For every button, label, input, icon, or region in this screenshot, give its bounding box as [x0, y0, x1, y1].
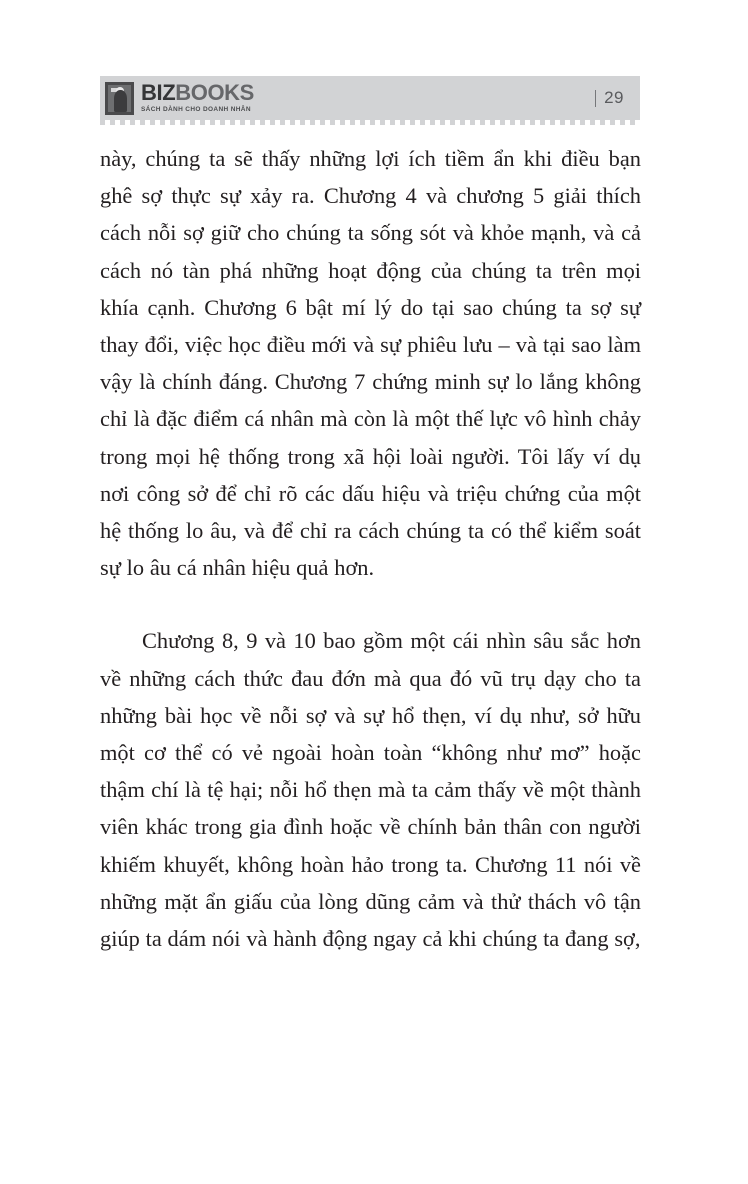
paragraph-2: Chương 8, 9 và 10 bao gồm một cái nhìn sâu sắc hơn về những cách thức đau đớn mà qua đó vũ trụ dạy cho ta những bài học về nỗi sợ và sự hổ thẹn, ví dụ như, sở hữu một cơ thể có vẻ ngoài hoàn toàn “không như mơ” hoặc thậm chí là tệ hại; nỗi hổ thẹn mà ta cảm thấy về một thành viên khác trong gia đình hoặc về chính bản thân con người khiếm khuyết, không hoàn hảo trong ta. Chương 11 nói về những mặt ẩn giấu của lòng dũng cảm và thử thách vô tận giúp ta dám nói và hành động ngay cả khi chúng ta đang sợ, [100, 628, 641, 952]
bizbooks-book-logo-icon [105, 82, 134, 115]
page-header-band [100, 76, 640, 120]
bizbooks-logo [100, 76, 254, 120]
page-number-divider [595, 90, 596, 107]
logo-figure-body [114, 90, 127, 111]
logo-name-books: BOOKS [175, 80, 254, 105]
page-body [100, 140, 641, 957]
logo-wordmark [141, 82, 254, 114]
logo-name-biz: BIZ [141, 80, 176, 105]
page-number-group [595, 88, 640, 108]
logo-inner-panel [108, 85, 131, 112]
logo-tagline: SÁCH DÀNH CHO DOANH NHÂN [141, 106, 251, 113]
page-number: 29 [604, 88, 624, 107]
paragraph-1: này, chúng ta sẽ thấy những lợi ích tiềm ẩn khi điều bạn ghê sợ thực sự xảy ra. Chương 4 và chương 5 giải thích cách nỗi sợ giữ cho chúng ta sống sót và khỏe mạnh, và cả cách nó tàn phá những hoạt động của chúng ta trên mọi khía cạnh. Chương 6 bật mí lý do tại sao chúng ta sợ sự thay đổi, việc học điều mới và sự phiêu lưu – và tại sao làm vậy là chính đáng. Chương 7 chứng minh sự lo lắng không chỉ là đặc điểm cá nhân mà còn là một thế lực vô hình chảy trong mọi hệ thống trong xã hội loài người. Tôi lấy ví dụ nơi công sở để chỉ rõ các dấu hiệu và triệu chứng của một hệ thống lo âu, và để chỉ ra cách chúng ta có thể kiểm soát sự lo âu cá nhân hiệu quả hơn. [100, 146, 641, 581]
logo-name [141, 82, 254, 104]
